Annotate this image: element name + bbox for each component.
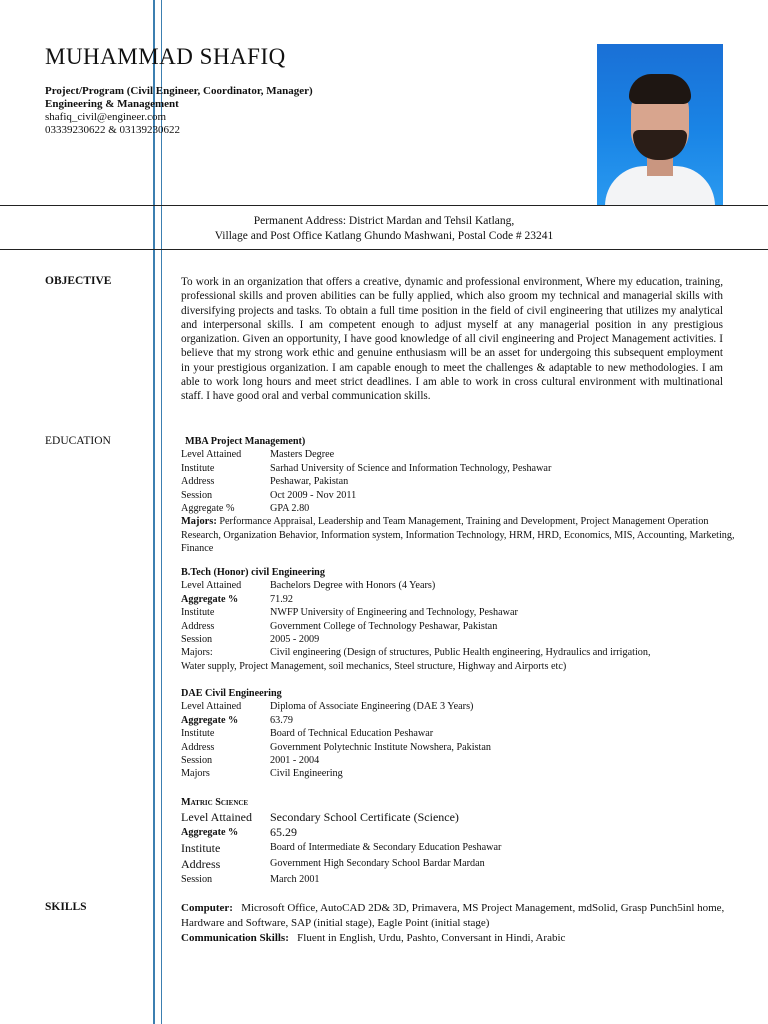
address-line-1: Permanent Address: District Mardan and Tehsil Katlang,	[253, 215, 515, 227]
matric-row	[181, 825, 741, 840]
dae-key: Aggregate %	[181, 714, 239, 726]
address-line-2: Village and Post Office Katlang Ghundo Mashwani, Postal Code # 23241	[214, 230, 554, 242]
profile-photo	[597, 44, 723, 206]
dae-row	[181, 714, 741, 727]
mba-row	[181, 475, 741, 488]
mba-majors-label: Majors:	[181, 516, 217, 528]
mba-key: Session	[181, 489, 213, 501]
communication-skills-text: Fluent in English, Urdu, Pashto, Conversant in Hindi, Arabic	[297, 932, 566, 944]
dae-key: Level Attained	[181, 701, 242, 713]
communication-skills	[181, 931, 741, 946]
mba-row	[181, 502, 741, 515]
dae-row	[181, 741, 741, 754]
dae-row	[181, 727, 741, 740]
btech-majors-label: Majors:	[181, 647, 213, 659]
btech-key: Address	[181, 620, 215, 632]
mba-key: Institute	[181, 462, 215, 474]
btech-title: B.Tech (Honor) civil Engineering	[181, 567, 325, 578]
mba-value: Peshawar, Pakistan	[270, 476, 349, 488]
matric-value: Government High Secondary School Bardar Mardan	[270, 858, 485, 870]
mba-majors	[181, 515, 741, 555]
matric-title: Matric Science	[181, 797, 249, 808]
education-dae	[181, 687, 741, 781]
dae-value: Government Polytechnic Institute Nowshera, Pakistan	[270, 741, 491, 753]
candidate-name: MUHAMMAD SHAFIQ	[45, 44, 286, 69]
matric-row	[181, 809, 741, 825]
education-mba	[181, 435, 741, 556]
left-vertical-rule	[153, 0, 155, 1024]
computer-skills	[181, 901, 741, 931]
mba-title: MBA Project Management)	[185, 436, 306, 447]
photo-hair	[629, 74, 691, 104]
dae-row	[181, 754, 741, 767]
btech-row	[181, 579, 741, 592]
dae-title: DAE Civil Engineering	[181, 688, 282, 699]
matric-row	[181, 872, 741, 888]
mba-value: Masters Degree	[270, 449, 335, 461]
mba-majors-text: Performance Appraisal, Leadership and Team Management, Training and Development, Project Management Operation Research, Organization Behavior, Information system, Information Technology, HRM, HRD, Economics, MIS, Accounting, Marketing, Finance	[181, 516, 735, 555]
btech-majors-text: Civil engineering (Design of structures, Public Health engineering, Hydraulics and irrigation,	[270, 647, 651, 659]
btech-value: Government College of Technology Peshawar, Pakistan	[270, 620, 498, 632]
role-line-2: Engineering & Management	[45, 98, 179, 110]
matric-value: Board of Intermediate & Secondary Education Peshawar	[270, 842, 502, 854]
computer-skills-text: Microsoft Office, AutoCAD 2D& 3D, Primavera, MS Project Management, mdSolid, Grasp Punch5inl home, Hardware and Software, SAP (initial stage), Eagle Point (initial stage)	[181, 902, 725, 929]
btech-row	[181, 620, 741, 633]
computer-skills-label: Computer:	[181, 902, 233, 914]
btech-row	[181, 593, 741, 606]
matric-key: Aggregate %	[181, 827, 239, 839]
matric-key: Level Attained	[181, 810, 252, 825]
dae-row	[181, 767, 741, 780]
mba-value: GPA 2.80	[270, 503, 310, 515]
dae-value: 2001 - 2004	[270, 755, 320, 767]
matric-value: March 2001	[270, 874, 320, 886]
phone-numbers: 03339230622 & 03139230622	[45, 124, 181, 136]
btech-value: 2005 - 2009	[270, 634, 320, 646]
header-divider-bottom	[0, 249, 768, 250]
education-heading: EDUCATION	[45, 435, 111, 447]
dae-key: Address	[181, 741, 215, 753]
matric-key: Session	[181, 874, 213, 886]
mba-row	[181, 462, 741, 475]
matric-row	[181, 840, 741, 856]
mba-key: Address	[181, 476, 215, 488]
btech-key: Institute	[181, 607, 215, 619]
matric-value: 65.29	[270, 825, 297, 840]
left-vertical-rule-inner	[161, 0, 162, 1024]
education-matric	[181, 796, 741, 888]
dae-value: 63.79	[270, 714, 293, 726]
btech-row	[181, 606, 741, 619]
skills-block	[181, 901, 741, 946]
dae-key: Majors	[181, 768, 210, 780]
mba-row	[181, 489, 741, 502]
objective-heading: OBJECTIVE	[45, 275, 112, 287]
mba-value: Sarhad University of Science and Information Technology, Peshawar	[270, 462, 552, 474]
education-btech	[181, 566, 741, 673]
dae-value: Civil Engineering	[270, 768, 343, 780]
email-address[interactable]: shafiq_civil@engineer.com	[45, 111, 167, 123]
dae-key: Session	[181, 755, 213, 767]
btech-majors-continued: Water supply, Project Management, soil mechanics, Steel structure, Highway and Airports etc)	[181, 660, 567, 672]
btech-value: NWFP University of Engineering and Technology, Peshawar	[270, 607, 518, 619]
communication-skills-label: Communication Skills:	[181, 932, 289, 944]
dae-row	[181, 700, 741, 713]
btech-value: 71.92	[270, 593, 293, 605]
mba-key: Aggregate %	[181, 503, 235, 515]
matric-value: Secondary School Certificate (Science)	[270, 810, 459, 825]
btech-key: Session	[181, 634, 213, 646]
header-divider-top	[0, 205, 768, 206]
objective-text: To work in an organization that offers a creative, dynamic and professional environment, Where my education, training, professional skills and proven abilities can be fully applied, which also groom my technical and managerial skills with diversifying projects and tasks. To obtain a full time position in the field of civil engineering that utilizes my analytical and interpersonal skills. I am competent enough to adjust myself at any managerial position in any prestigious organization. Given an opportunity, I have good knowledge of all civil engineering and Project Management activities. I believe that my strong work ethic and genuine enthusiasm will be an asset for undergoing this subsequent employment in your prestigious organization. I am capable enough to meet the challenges & adaptable to new methodologies. I am able to work long hours and meet strict deadlines. I am able to work in cross cultural environment with multinational staff. I have good oral and verbal communication skills.	[181, 276, 723, 403]
dae-value: Board of Technical Education Peshawar	[270, 728, 434, 740]
dae-key: Institute	[181, 728, 215, 740]
btech-key: Level Attained	[181, 580, 242, 592]
mba-key: Level Attained	[181, 449, 242, 461]
dae-value: Diploma of Associate Engineering (DAE 3 Years)	[270, 701, 474, 713]
role-line-1: Project/Program (Civil Engineer, Coordinator, Manager)	[45, 85, 313, 97]
btech-value: Bachelors Degree with Honors (4 Years)	[270, 580, 436, 592]
btech-key: Aggregate %	[181, 593, 239, 605]
matric-row	[181, 856, 741, 872]
mba-row	[181, 448, 741, 461]
btech-majors	[181, 646, 741, 659]
matric-key: Address	[181, 857, 221, 872]
matric-key: Institute	[181, 841, 221, 856]
btech-row	[181, 633, 741, 646]
mba-value: Oct 2009 - Nov 2011	[270, 489, 357, 501]
skills-heading: SKILLS	[45, 901, 87, 913]
photo-beard	[633, 130, 687, 160]
